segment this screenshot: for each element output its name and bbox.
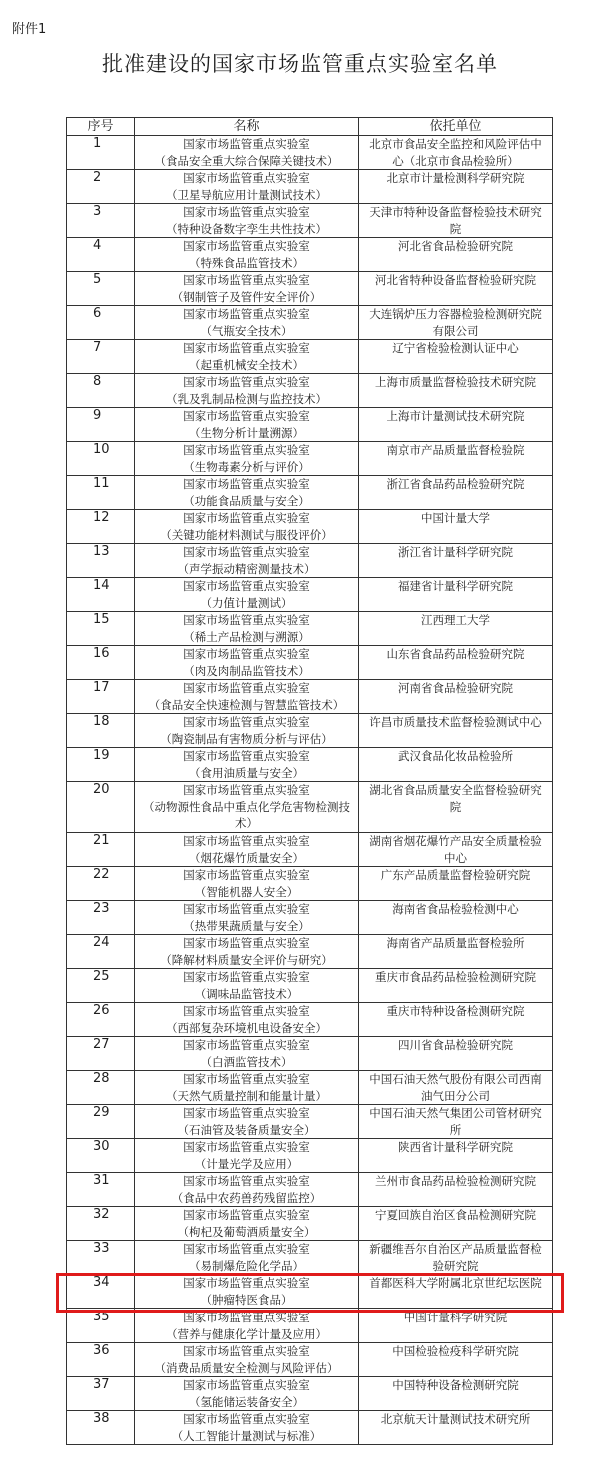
lab-name-cell [135, 204, 359, 238]
lab-name: 国家市场监管重点实验室 [183, 868, 310, 882]
lab-name-cell [135, 1173, 359, 1207]
lab-name: 国家市场监管重点实验室 [183, 477, 310, 491]
lab-name-cell [135, 901, 359, 935]
lab-field: （特种设备数字孪生共性技术） [166, 221, 327, 236]
supporting-unit: 江西理工大学 [359, 612, 553, 646]
table-row [67, 1003, 553, 1037]
lab-field: （白酒监管技术） [200, 1054, 293, 1069]
lab-field: （易制爆危险化学品） [189, 1258, 304, 1273]
supporting-unit: 河北省特种设备监督检验研究院 [359, 272, 553, 306]
supporting-unit: 南京市产品质量监督检验院 [359, 442, 553, 476]
lab-name: 国家市场监管重点实验室 [183, 1004, 310, 1018]
lab-name-cell [135, 714, 359, 748]
lab-field: （肉及肉制品监管技术） [183, 663, 310, 678]
lab-name-cell [135, 510, 359, 544]
row-number: 37 [67, 1377, 135, 1411]
lab-field: （热带果蔬质量与安全） [183, 918, 310, 933]
lab-name-cell [135, 408, 359, 442]
lab-field: （营养与健康化学计量及应用） [166, 1326, 327, 1341]
lab-name: 国家市场监管重点实验室 [183, 970, 310, 984]
row-number: 22 [67, 867, 135, 901]
lab-name-cell [135, 680, 359, 714]
row-number: 21 [67, 833, 135, 867]
table-row [67, 1343, 553, 1377]
lab-name-cell [135, 935, 359, 969]
lab-name-cell [135, 1241, 359, 1275]
table-row [67, 1411, 553, 1445]
lab-field: （乳及乳制品检测与监控技术） [166, 391, 327, 406]
row-number: 32 [67, 1207, 135, 1241]
row-number: 38 [67, 1411, 135, 1445]
lab-field: （声学振动精密测量技术） [177, 561, 316, 576]
lab-name: 国家市场监管重点实验室 [183, 375, 310, 389]
row-number: 3 [67, 204, 135, 238]
lab-field: （特殊食品监管技术） [189, 255, 304, 270]
table-row [67, 833, 553, 867]
table-row [67, 935, 553, 969]
row-number: 30 [67, 1139, 135, 1173]
lab-field: （气瓶安全技术） [200, 323, 293, 338]
lab-name: 国家市场监管重点实验室 [183, 783, 310, 797]
lab-field: （肿瘤特医食品） [200, 1292, 293, 1307]
lab-name-cell [135, 833, 359, 867]
lab-name: 国家市场监管重点实验室 [183, 1174, 310, 1188]
supporting-unit: 许昌市质量技术监督检验测试中心 [359, 714, 553, 748]
lab-name-cell [135, 1003, 359, 1037]
lab-field: （调味品监管技术） [194, 986, 299, 1001]
lab-field: （降解材料质量安全评价与研究） [160, 952, 333, 967]
row-number: 34 [67, 1275, 135, 1309]
row-number: 29 [67, 1105, 135, 1139]
supporting-unit: 上海市质量监督检验技术研究院 [359, 374, 553, 408]
lab-field: （力值计量测试） [200, 595, 293, 610]
lab-name-cell [135, 374, 359, 408]
lab-name-cell [135, 1037, 359, 1071]
supporting-unit: 湖北省食品质量安全监督检验研究院 [359, 782, 553, 833]
row-number: 26 [67, 1003, 135, 1037]
table-row [67, 1037, 553, 1071]
row-number: 9 [67, 408, 135, 442]
lab-name: 国家市场监管重点实验室 [183, 936, 310, 950]
header-name: 名称 [135, 118, 359, 136]
lab-name-cell [135, 1207, 359, 1241]
row-number: 33 [67, 1241, 135, 1275]
supporting-unit: 上海市计量测试技术研究院 [359, 408, 553, 442]
lab-name-cell [135, 238, 359, 272]
lab-field: （陶瓷制品有害物质分析与评估） [160, 731, 333, 746]
lab-field: （食用油质量与安全） [189, 765, 304, 780]
row-number: 23 [67, 901, 135, 935]
table-row [67, 1309, 553, 1343]
row-number: 31 [67, 1173, 135, 1207]
lab-field: （氢能储运装备安全） [189, 1394, 304, 1409]
lab-name: 国家市场监管重点实验室 [183, 681, 310, 695]
table-row [67, 272, 553, 306]
table-body [67, 136, 553, 1445]
row-number: 20 [67, 782, 135, 833]
lab-name-cell [135, 612, 359, 646]
table-row [67, 680, 553, 714]
row-number: 27 [67, 1037, 135, 1071]
lab-name: 国家市场监管重点实验室 [183, 1140, 310, 1154]
lab-name: 国家市场监管重点实验室 [183, 1072, 310, 1086]
row-number: 12 [67, 510, 135, 544]
lab-name-cell [135, 748, 359, 782]
lab-field: （钢制管子及管件安全评价） [171, 289, 322, 304]
row-number: 1 [67, 136, 135, 170]
lab-name-cell [135, 1139, 359, 1173]
lab-name-cell [135, 170, 359, 204]
lab-field: （卫星导航应用计量测试技术） [166, 187, 327, 202]
supporting-unit: 浙江省食品药品检验研究院 [359, 476, 553, 510]
lab-name: 国家市场监管重点实验室 [183, 239, 310, 253]
lab-name-cell [135, 1071, 359, 1105]
lab-list-table [66, 117, 553, 1445]
lab-field: （生物毒素分析与评价） [183, 459, 310, 474]
page-title: 批准建设的国家市场监管重点实验室名单 [102, 52, 498, 76]
table-row [67, 1275, 553, 1309]
table-row [67, 136, 553, 170]
table-row [67, 1105, 553, 1139]
lab-field: （起重机械安全技术） [189, 357, 304, 372]
lab-name: 国家市场监管重点实验室 [183, 545, 310, 559]
lab-field: （食品安全快速检测与智慧监管技术） [148, 697, 345, 712]
lab-name: 国家市场监管重点实验室 [183, 834, 310, 848]
supporting-unit: 湖南省烟花爆竹产品安全质量检验中心 [359, 833, 553, 867]
supporting-unit: 重庆市特种设备检测研究院 [359, 1003, 553, 1037]
lab-field: （食品中农药兽药残留监控） [171, 1190, 322, 1205]
lab-field: （消费品质量安全检测与风险评估） [154, 1360, 339, 1375]
header-unit: 依托单位 [359, 118, 553, 136]
row-number: 36 [67, 1343, 135, 1377]
lab-name-cell [135, 1105, 359, 1139]
attachment-label: 附件1 [12, 22, 47, 37]
lab-name: 国家市场监管重点实验室 [183, 1310, 310, 1324]
table-row [67, 476, 553, 510]
supporting-unit: 北京市食品安全监控和风险评估中心（北京市食品检验所） [359, 136, 553, 170]
table-row [67, 646, 553, 680]
table-row [67, 510, 553, 544]
supporting-unit: 大连锅炉压力容器检验检测研究院有限公司 [359, 306, 553, 340]
lab-name-cell [135, 646, 359, 680]
row-number: 7 [67, 340, 135, 374]
supporting-unit: 辽宁省检验检测认证中心 [359, 340, 553, 374]
row-number: 25 [67, 969, 135, 1003]
lab-field: （枸杞及葡萄酒质量安全） [177, 1224, 316, 1239]
lab-field: （天然气质量控制和能量计量） [166, 1088, 327, 1103]
table-row [67, 578, 553, 612]
supporting-unit: 中国石油天然气集团公司管材研究所 [359, 1105, 553, 1139]
lab-name-cell [135, 1377, 359, 1411]
supporting-unit: 重庆市食品药品检验检测研究院 [359, 969, 553, 1003]
row-number: 18 [67, 714, 135, 748]
lab-name: 国家市场监管重点实验室 [183, 1412, 310, 1426]
supporting-unit: 四川省食品检验研究院 [359, 1037, 553, 1071]
lab-field: （人工智能计量测试与标准） [171, 1428, 322, 1443]
lab-field: （计量光学及应用） [194, 1156, 299, 1171]
supporting-unit: 天津市特种设备监督检验技术研究院 [359, 204, 553, 238]
row-number: 16 [67, 646, 135, 680]
supporting-unit: 中国计量大学 [359, 510, 553, 544]
row-number: 13 [67, 544, 135, 578]
supporting-unit: 首都医科大学附属北京世纪坛医院 [359, 1275, 553, 1309]
table-row [67, 340, 553, 374]
lab-name: 国家市场监管重点实验室 [183, 511, 310, 525]
supporting-unit: 河北省食品检验研究院 [359, 238, 553, 272]
lab-name: 国家市场监管重点实验室 [183, 1208, 310, 1222]
lab-field: （智能机器人安全） [194, 884, 299, 899]
lab-name-cell [135, 136, 359, 170]
supporting-unit: 中国特种设备检测研究院 [359, 1377, 553, 1411]
row-number: 2 [67, 170, 135, 204]
supporting-unit: 广东产品质量监督检验研究院 [359, 867, 553, 901]
supporting-unit: 宁夏回族自治区食品检测研究院 [359, 1207, 553, 1241]
supporting-unit: 兰州市食品药品检验检测研究院 [359, 1173, 553, 1207]
lab-name-cell [135, 1411, 359, 1445]
table-row [67, 748, 553, 782]
row-number: 19 [67, 748, 135, 782]
lab-name-cell [135, 969, 359, 1003]
supporting-unit: 北京航天计量测试技术研究所 [359, 1411, 553, 1445]
lab-field: （功能食品质量与安全） [183, 493, 310, 508]
row-number: 14 [67, 578, 135, 612]
lab-field: （稀土产品检测与溯源） [183, 629, 310, 644]
lab-name: 国家市场监管重点实验室 [183, 1276, 310, 1290]
lab-field: （生物分析计量溯源） [189, 425, 304, 440]
lab-name: 国家市场监管重点实验室 [183, 1378, 310, 1392]
row-number: 35 [67, 1309, 135, 1343]
lab-name: 国家市场监管重点实验室 [183, 1344, 310, 1358]
table-row [67, 170, 553, 204]
row-number: 11 [67, 476, 135, 510]
table-row [67, 238, 553, 272]
lab-name-cell [135, 1343, 359, 1377]
table-row [67, 442, 553, 476]
table-row [67, 1207, 553, 1241]
lab-name-cell [135, 1275, 359, 1309]
supporting-unit: 山东省食品药品检验研究院 [359, 646, 553, 680]
lab-field: （关键功能材料测试与服役评价） [160, 527, 333, 542]
lab-name: 国家市场监管重点实验室 [183, 137, 310, 151]
row-number: 15 [67, 612, 135, 646]
lab-field: （石油管及装备质量安全） [177, 1122, 316, 1137]
lab-field: （食品安全重大综合保障关键技术） [154, 153, 339, 168]
row-number: 6 [67, 306, 135, 340]
lab-field: （动物源性食品中重点化学危害物检测技术） [143, 799, 350, 830]
lab-name-cell [135, 782, 359, 833]
table-row [67, 612, 553, 646]
table-row [67, 1241, 553, 1275]
supporting-unit: 中国检验检疫科学研究院 [359, 1343, 553, 1377]
table-row [67, 714, 553, 748]
supporting-unit: 福建省计量科学研究院 [359, 578, 553, 612]
header-no: 序号 [67, 118, 135, 136]
lab-name-cell [135, 476, 359, 510]
lab-name-cell [135, 578, 359, 612]
row-number: 10 [67, 442, 135, 476]
lab-name: 国家市场监管重点实验室 [183, 647, 310, 661]
row-number: 17 [67, 680, 135, 714]
table-row [67, 408, 553, 442]
lab-field: （烟花爆竹质量安全） [189, 850, 304, 865]
lab-name-cell [135, 306, 359, 340]
table-header-row [67, 118, 553, 136]
table-row [67, 1377, 553, 1411]
supporting-unit: 中国计量科学研究院 [359, 1309, 553, 1343]
table-row [67, 204, 553, 238]
lab-name-cell [135, 340, 359, 374]
supporting-unit: 新疆维吾尔自治区产品质量监督检验研究院 [359, 1241, 553, 1275]
lab-name-cell [135, 867, 359, 901]
lab-name: 国家市场监管重点实验室 [183, 273, 310, 287]
lab-name: 国家市场监管重点实验室 [183, 205, 310, 219]
lab-name: 国家市场监管重点实验室 [183, 307, 310, 321]
table-row [67, 374, 553, 408]
lab-name: 国家市场监管重点实验室 [183, 749, 310, 763]
table-row [67, 969, 553, 1003]
table-row [67, 901, 553, 935]
lab-name: 国家市场监管重点实验室 [183, 341, 310, 355]
row-number: 8 [67, 374, 135, 408]
table-row [67, 782, 553, 833]
row-number: 4 [67, 238, 135, 272]
lab-name: 国家市场监管重点实验室 [183, 1242, 310, 1256]
lab-name: 国家市场监管重点实验室 [183, 902, 310, 916]
lab-name: 国家市场监管重点实验室 [183, 1106, 310, 1120]
lab-name: 国家市场监管重点实验室 [183, 613, 310, 627]
lab-field: （西部复杂环境机电设备安全） [166, 1020, 327, 1035]
row-number: 24 [67, 935, 135, 969]
row-number: 28 [67, 1071, 135, 1105]
lab-name-cell [135, 544, 359, 578]
lab-name-cell [135, 272, 359, 306]
lab-name: 国家市场监管重点实验室 [183, 1038, 310, 1052]
lab-name: 国家市场监管重点实验室 [183, 409, 310, 423]
supporting-unit: 河南省食品检验研究院 [359, 680, 553, 714]
lab-name: 国家市场监管重点实验室 [183, 715, 310, 729]
supporting-unit: 浙江省计量科学研究院 [359, 544, 553, 578]
lab-name-cell [135, 1309, 359, 1343]
supporting-unit: 北京市计量检测科学研究院 [359, 170, 553, 204]
supporting-unit: 中国石油天然气股份有限公司西南油气田分公司 [359, 1071, 553, 1105]
supporting-unit: 陕西省计量科学研究院 [359, 1139, 553, 1173]
table-row [67, 306, 553, 340]
table-row [67, 1071, 553, 1105]
lab-name: 国家市场监管重点实验室 [183, 171, 310, 185]
table-row [67, 1173, 553, 1207]
lab-name: 国家市场监管重点实验室 [183, 443, 310, 457]
table-row [67, 544, 553, 578]
lab-name: 国家市场监管重点实验室 [183, 579, 310, 593]
table-row [67, 1139, 553, 1173]
lab-name-cell [135, 442, 359, 476]
supporting-unit: 海南省食品检验检测中心 [359, 901, 553, 935]
supporting-unit: 海南省产品质量监督检验所 [359, 935, 553, 969]
row-number: 5 [67, 272, 135, 306]
table-row [67, 867, 553, 901]
supporting-unit: 武汉食品化妆品检验所 [359, 748, 553, 782]
